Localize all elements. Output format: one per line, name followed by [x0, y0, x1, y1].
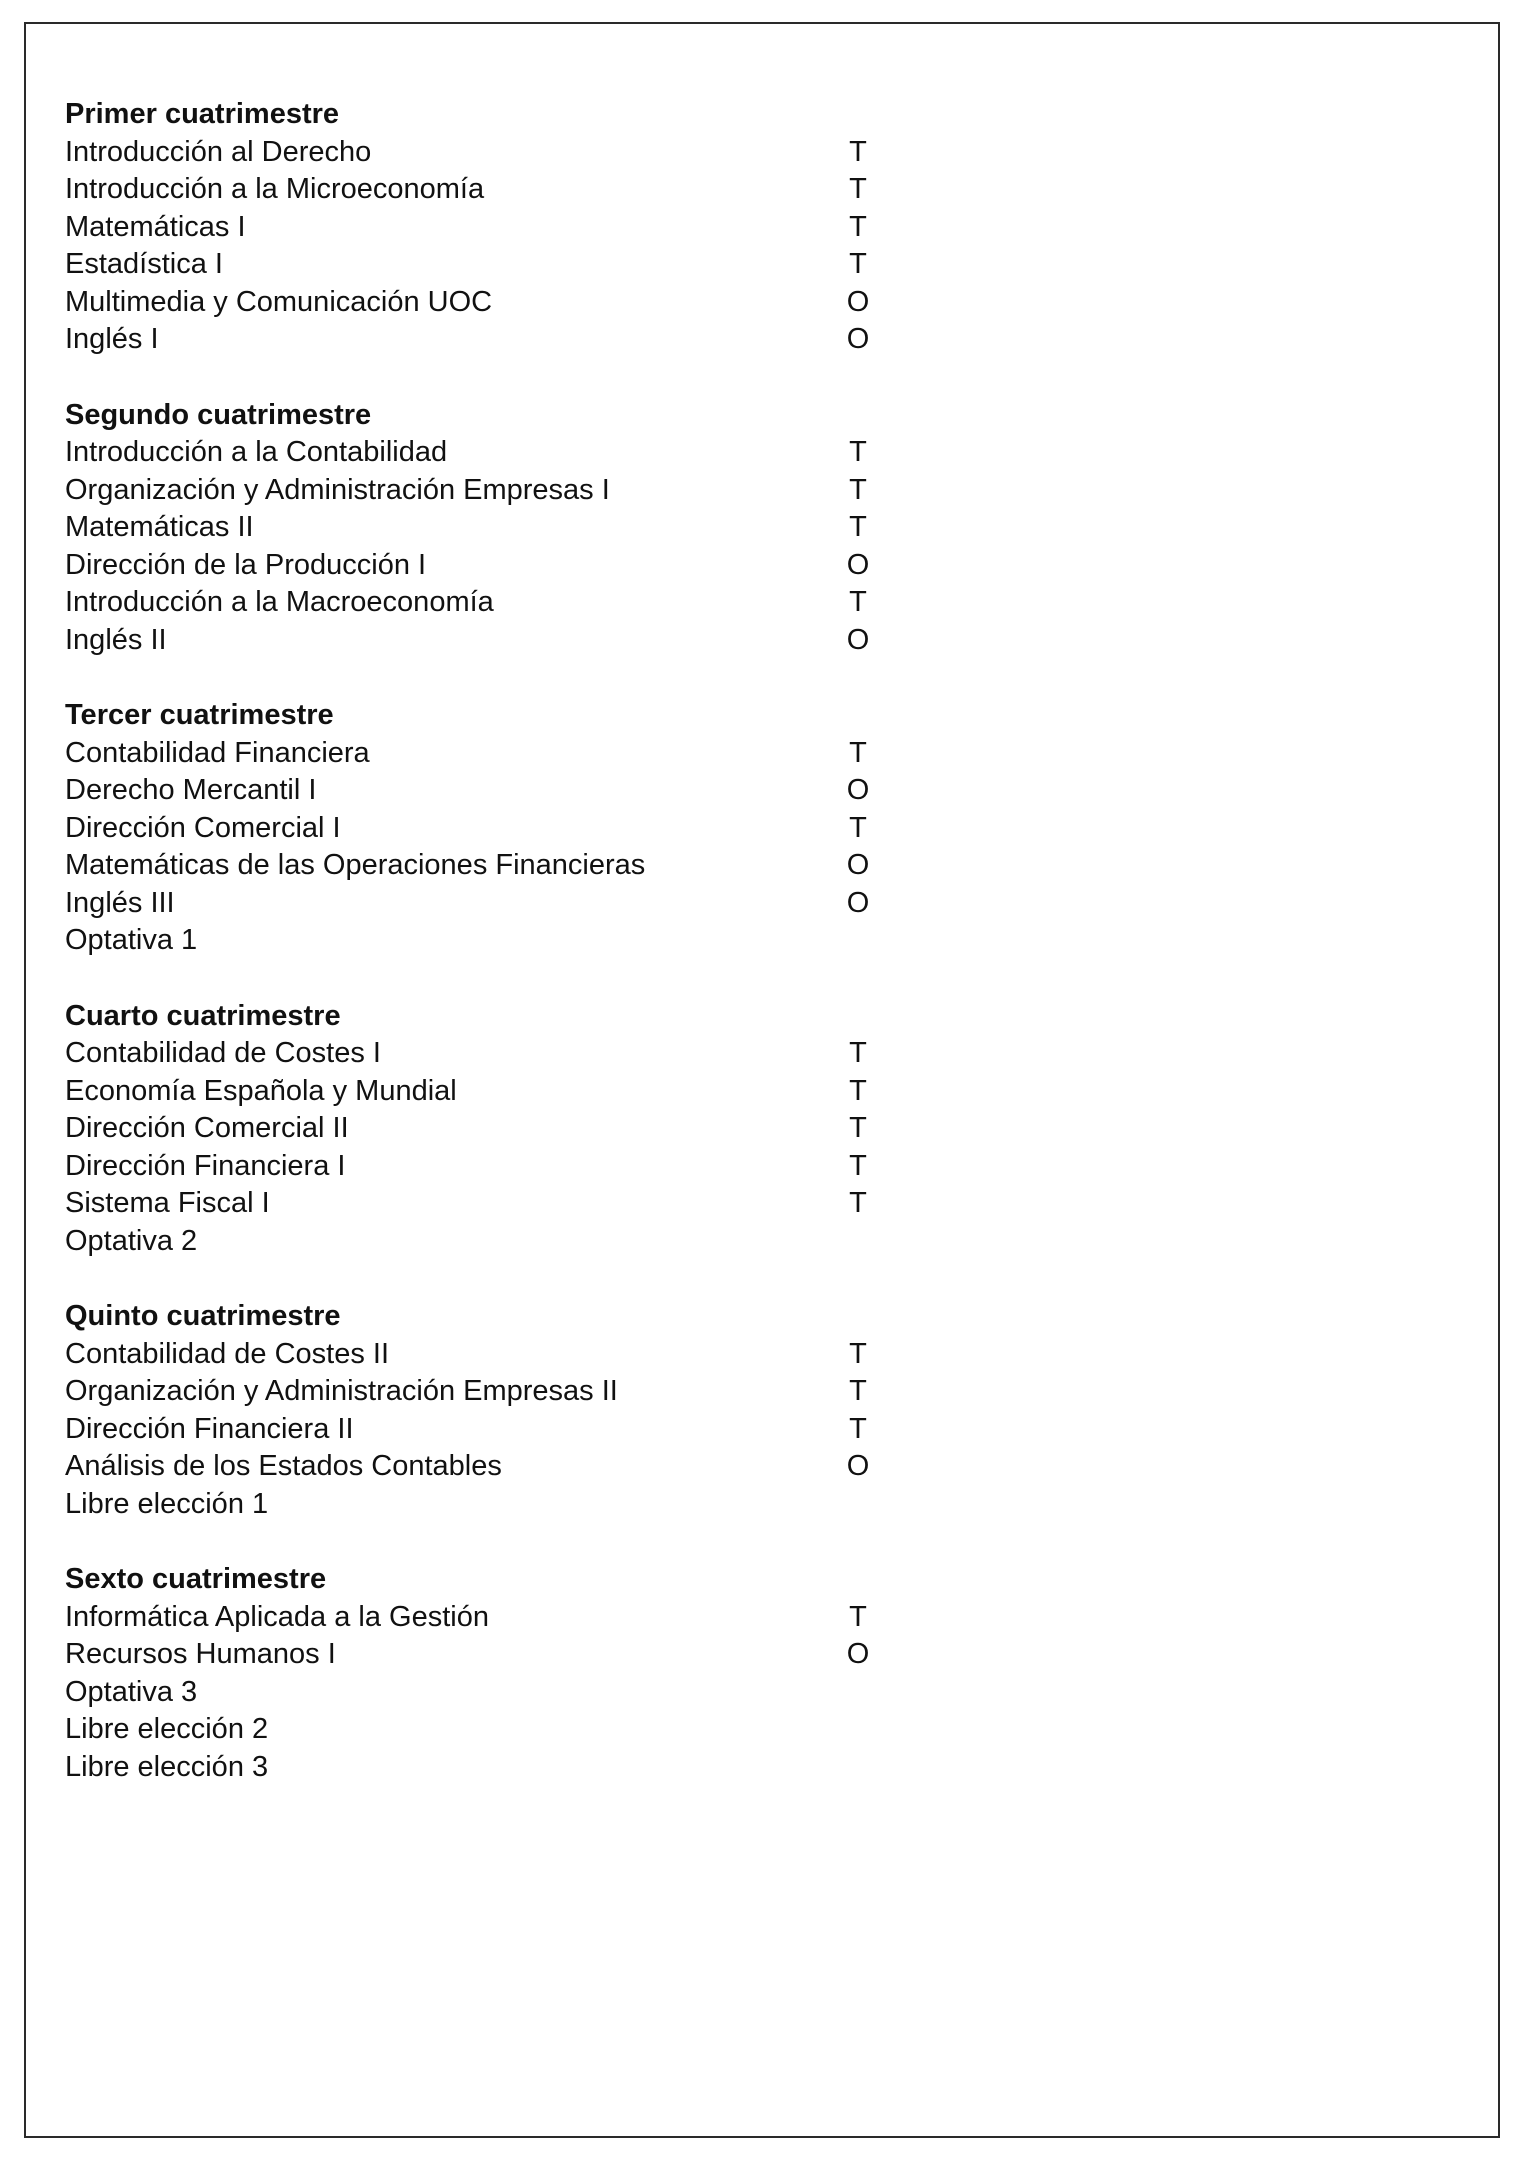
subject-type: T [849, 173, 867, 205]
section-segundo-cuatrimestre [65, 397, 965, 660]
subject-name: Economía Española y Mundial [65, 1074, 457, 1107]
subject-name: Recursos Humanos I [65, 1638, 336, 1670]
subject-name: Multimedia y Comunicación UOC [65, 285, 493, 318]
subject-row [65, 246, 965, 284]
subject-row [65, 171, 965, 209]
subject-type: T [849, 1112, 867, 1144]
subject-name: Contabilidad Financiera [65, 736, 370, 769]
subject-row [65, 735, 965, 773]
subject-name: Derecho Mercantil I [65, 774, 317, 806]
subject-row [65, 1185, 965, 1223]
subject-name: Matemáticas de las Operaciones Financieras [65, 849, 646, 881]
subject-row [65, 209, 965, 247]
subject-row [65, 1711, 965, 1749]
subject-row [65, 772, 965, 810]
subject-name: Sistema Fiscal I [65, 1187, 270, 1219]
subject-name: Optativa 3 [65, 1675, 198, 1708]
curriculum-list [65, 96, 965, 1824]
subject-type: T [849, 1412, 867, 1445]
subject-name: Informática Aplicada a la Gestión [65, 1600, 489, 1633]
subject-type: O [846, 1638, 870, 1670]
subject-row [65, 284, 965, 322]
subject-type: T [849, 1337, 867, 1370]
subject-row [65, 1599, 965, 1637]
subject-name: Optativa 2 [65, 1224, 198, 1257]
subject-row [65, 472, 965, 510]
subject-row [65, 622, 965, 660]
subject-type: T [849, 1375, 867, 1407]
subject-row [65, 810, 965, 848]
subject-row [65, 885, 965, 923]
subject-row [65, 134, 965, 172]
subject-type: T [849, 436, 867, 468]
subject-row [65, 1035, 965, 1073]
subject-name: Inglés II [65, 623, 167, 656]
section-title: Sexto cuatrimestre [65, 1563, 327, 1595]
subject-name: Contabilidad de Costes II [65, 1337, 390, 1370]
subject-name: Dirección Financiera I [65, 1149, 346, 1182]
subject-type: T [849, 1187, 867, 1219]
subject-name: Optativa 1 [65, 924, 198, 956]
subject-name: Estadística I [65, 248, 223, 280]
subject-type: O [846, 548, 870, 581]
subject-type: O [846, 849, 870, 881]
subject-row [65, 584, 965, 622]
subject-name: Análisis de los Estados Contables [65, 1450, 502, 1482]
subject-name: Organización y Administración Empresas II [65, 1375, 618, 1407]
section-quinto-cuatrimestre [65, 1298, 965, 1523]
subject-type: T [849, 473, 867, 506]
subject-type: T [849, 511, 867, 543]
subject-name: Contabilidad de Costes I [65, 1037, 381, 1069]
subject-row [65, 434, 965, 472]
subject-type: T [849, 1600, 867, 1633]
subject-type: T [849, 1149, 867, 1182]
subject-row [65, 509, 965, 547]
subject-type: T [849, 135, 867, 168]
subject-row [65, 1636, 965, 1674]
subject-type: T [849, 586, 867, 618]
subject-row [65, 321, 965, 359]
subject-row [65, 1148, 965, 1186]
subject-name: Introducción al Derecho [65, 135, 372, 168]
subject-type: T [849, 210, 867, 243]
subject-name: Matemáticas II [65, 511, 254, 543]
subject-name: Inglés III [65, 886, 175, 919]
subject-type: O [846, 886, 870, 919]
subject-name: Dirección Financiera II [65, 1412, 354, 1445]
subject-row [65, 1486, 965, 1524]
subject-row [65, 1110, 965, 1148]
subject-row [65, 847, 965, 885]
section-tercer-cuatrimestre [65, 697, 965, 960]
subject-type: T [849, 1074, 867, 1107]
subject-name: Libre elección 2 [65, 1713, 269, 1745]
subject-name: Introducción a la Contabilidad [65, 436, 448, 468]
subject-row [65, 1336, 965, 1374]
subject-name: Libre elección 1 [65, 1487, 269, 1520]
subject-row [65, 1073, 965, 1111]
section-title: Quinto cuatrimestre [65, 1300, 341, 1332]
subject-name: Matemáticas I [65, 210, 246, 243]
section-title: Primer cuatrimestre [65, 98, 340, 130]
subject-row [65, 1749, 965, 1787]
section-title: Cuarto cuatrimestre [65, 999, 341, 1032]
subject-name: Dirección Comercial I [65, 811, 341, 844]
section-title: Tercer cuatrimestre [65, 699, 334, 731]
section-cuarto-cuatrimestre [65, 998, 965, 1261]
subject-name: Introducción a la Microeconomía [65, 173, 485, 205]
subject-type: O [846, 323, 870, 355]
subject-row [65, 1411, 965, 1449]
subject-type: T [849, 1037, 867, 1069]
subject-type: O [846, 1450, 870, 1482]
subject-name: Organización y Administración Empresas I [65, 473, 610, 506]
subject-name: Introducción a la Macroeconomía [65, 586, 494, 618]
subject-row [65, 1373, 965, 1411]
subject-row [65, 1674, 965, 1712]
subject-type: O [846, 285, 870, 318]
subject-row [65, 547, 965, 585]
subject-type: O [846, 774, 870, 806]
section-title: Segundo cuatrimestre [65, 398, 372, 431]
subject-row [65, 922, 965, 960]
subject-name: Dirección Comercial II [65, 1112, 349, 1144]
subject-name: Libre elección 3 [65, 1750, 269, 1783]
subject-row [65, 1223, 965, 1261]
section-primer-cuatrimestre [65, 96, 965, 359]
subject-type: T [849, 811, 867, 844]
subject-name: Inglés I [65, 323, 159, 355]
section-sexto-cuatrimestre [65, 1561, 965, 1786]
subject-type: T [849, 736, 867, 769]
subject-type: O [846, 623, 870, 656]
subject-name: Dirección de la Producción I [65, 548, 427, 581]
subject-type: T [849, 248, 867, 280]
subject-row [65, 1448, 965, 1486]
